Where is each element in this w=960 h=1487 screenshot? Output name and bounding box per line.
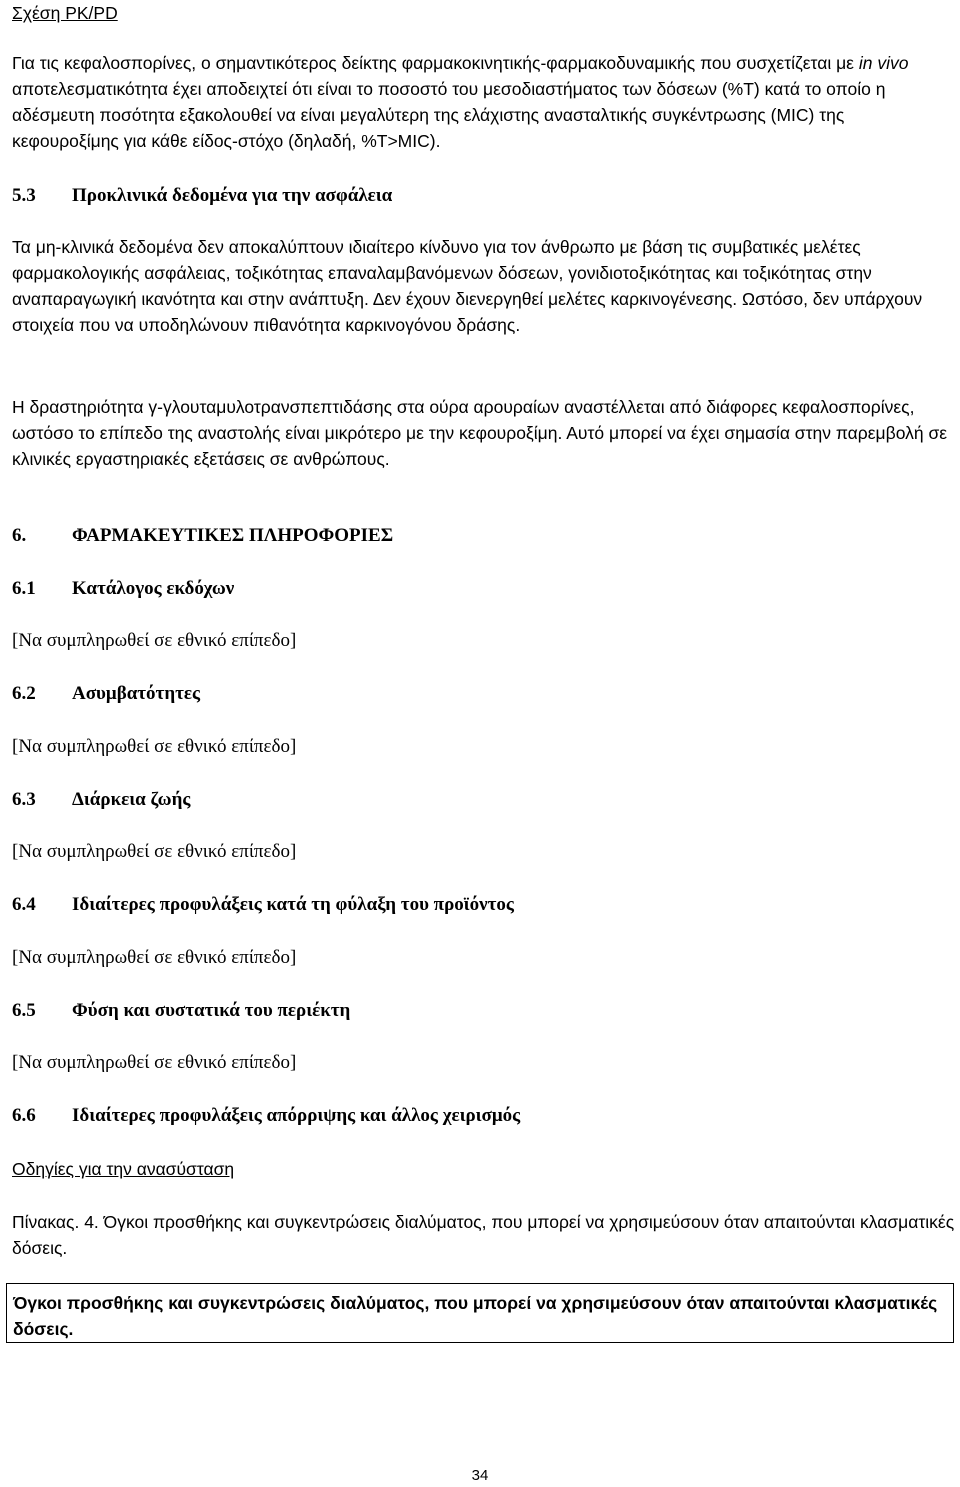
- pkpd-text-italic: in vivo: [858, 53, 909, 73]
- table-header-cell: [6, 1283, 954, 1343]
- pkpd-heading: Σχέση PK/PD: [12, 3, 118, 23]
- pkpd-text-start: Για τις κεφαλοσπορίνες, ο σημαντικότερος δείκτης φαρμακοκινητικής-φαρμακοδυναμικής που συσχετίζεται με: [12, 53, 859, 73]
- section-6-2-heading: [12, 681, 200, 707]
- section-title: Ασυμβατότητες: [72, 683, 200, 704]
- pkpd-text-end: αποτελεσματικότητα έχει αποδειχτεί ότι είναι το ποσοστό του μεσοδιαστήματος των δόσεων (%T) κατά το οποίο η αδέσμευτη ποσότητα εξακολουθεί να είναι μεγαλύτερη της ελάχιστης ανασταλτικής συγκέντρωσης (MIC) της κεφουροξίμης για κάθε είδος-στόχο (δηλαδή, %T>MIC).: [12, 79, 886, 151]
- section-6-5-heading: [12, 998, 350, 1024]
- section-6-heading: [12, 523, 393, 549]
- reconstitution-subheading: Οδηγίες για την ανασύσταση: [12, 1159, 235, 1179]
- section-number: 6.1: [12, 578, 36, 599]
- section-title: Φύση και συστατικά του περιέκτη: [72, 1000, 351, 1021]
- section-6-3-text: [Να συμπληρωθεί σε εθνικό επίπεδο]: [12, 841, 297, 862]
- section-number: 6.: [12, 525, 27, 546]
- section-number: 6.3: [12, 789, 36, 810]
- page-number: 34: [471, 1467, 489, 1484]
- section-5-3-heading: [12, 183, 392, 209]
- section-title: Κατάλογος εκδόχων: [72, 578, 235, 599]
- section-6-1-text: [Να συμπληρωθεί σε εθνικό επίπεδο]: [12, 630, 297, 651]
- section-title: Ιδιαίτερες προφυλάξεις κατά τη φύλαξη του προϊόντος: [72, 894, 514, 915]
- section-number: 6.4: [12, 894, 36, 915]
- pkpd-paragraph: [12, 50, 956, 154]
- section-6-2-text: [Να συμπληρωθεί σε εθνικό επίπεδο]: [12, 736, 297, 757]
- section-number: 5.3: [12, 185, 36, 206]
- section-6-4-text: [Να συμπληρωθεί σε εθνικό επίπεδο]: [12, 947, 297, 968]
- table-caption: Πίνακας. 4. Όγκοι προσθήκης και συγκεντρώσεις διαλύματος, που μπορεί να χρησιμεύσουν όταν απαιτούνται κλασματικές δόσεις.: [12, 1212, 955, 1258]
- table-header-text: Όγκοι προσθήκης και συγκεντρώσεις διαλύματος, που μπορεί να χρησιμεύσουν όταν απαιτούνται κλασματικές δόσεις.: [13, 1293, 938, 1339]
- section-6-4-heading: [12, 892, 514, 918]
- section-6-5-text: [Να συμπληρωθεί σε εθνικό επίπεδο]: [12, 1052, 297, 1073]
- section-6-1-heading: [12, 576, 234, 602]
- section-5-3-paragraph-1: Τα μη-κλινικά δεδομένα δεν αποκαλύπτουν ιδιαίτερο κίνδυνο για τον άνθρωπο με βάση τις συμβατικές μελέτες φαρμακολογικής ασφάλειας, τοξικότητας επαναλαμβανόμενων δόσεων, γονιδιοτοξικότητας και τοξικότητας στην αναπαραγωγική ικανότητα και στην ανάπτυξη. Δεν έχουν διενεργηθεί μελέτες καρκινογένεσης. Ωστόσο, δεν υπάρχουν στοιχεία που να υποδηλώνουν πιθανότητα καρκινογόνου δράσης.: [12, 237, 923, 335]
- section-title: Ιδιαίτερες προφυλάξεις απόρριψης και άλλος χειρισμός: [72, 1105, 521, 1126]
- section-number: 6.2: [12, 683, 36, 704]
- section-title: ΦΑΡΜΑΚΕΥΤΙΚΕΣ ΠΛΗΡΟΦΟΡΙΕΣ: [72, 525, 394, 546]
- section-number: 6.6: [12, 1105, 36, 1126]
- section-6-6-heading: [12, 1103, 520, 1129]
- section-5-3-paragraph-2: Η δραστηριότητα γ-γλουταμυλοτρανσπεπτιδάσης στα ούρα αρουραίων αναστέλλεται από διάφορες κεφαλοσπορίνες, ωστόσο το επίπεδο της αναστολής είναι μικρότερο με την κεφουροξίμη. Αυτό μπορεί να έχει σημασία στην παρεμβολή σε κλινικές εργαστηριακές εξετάσεις σε ανθρώπους.: [12, 397, 948, 469]
- section-title: Προκλινικά δεδομένα για την ασφάλεια: [72, 185, 393, 206]
- section-6-3-heading: [12, 787, 190, 813]
- section-title: Διάρκεια ζωής: [72, 789, 191, 810]
- section-number: 6.5: [12, 1000, 36, 1021]
